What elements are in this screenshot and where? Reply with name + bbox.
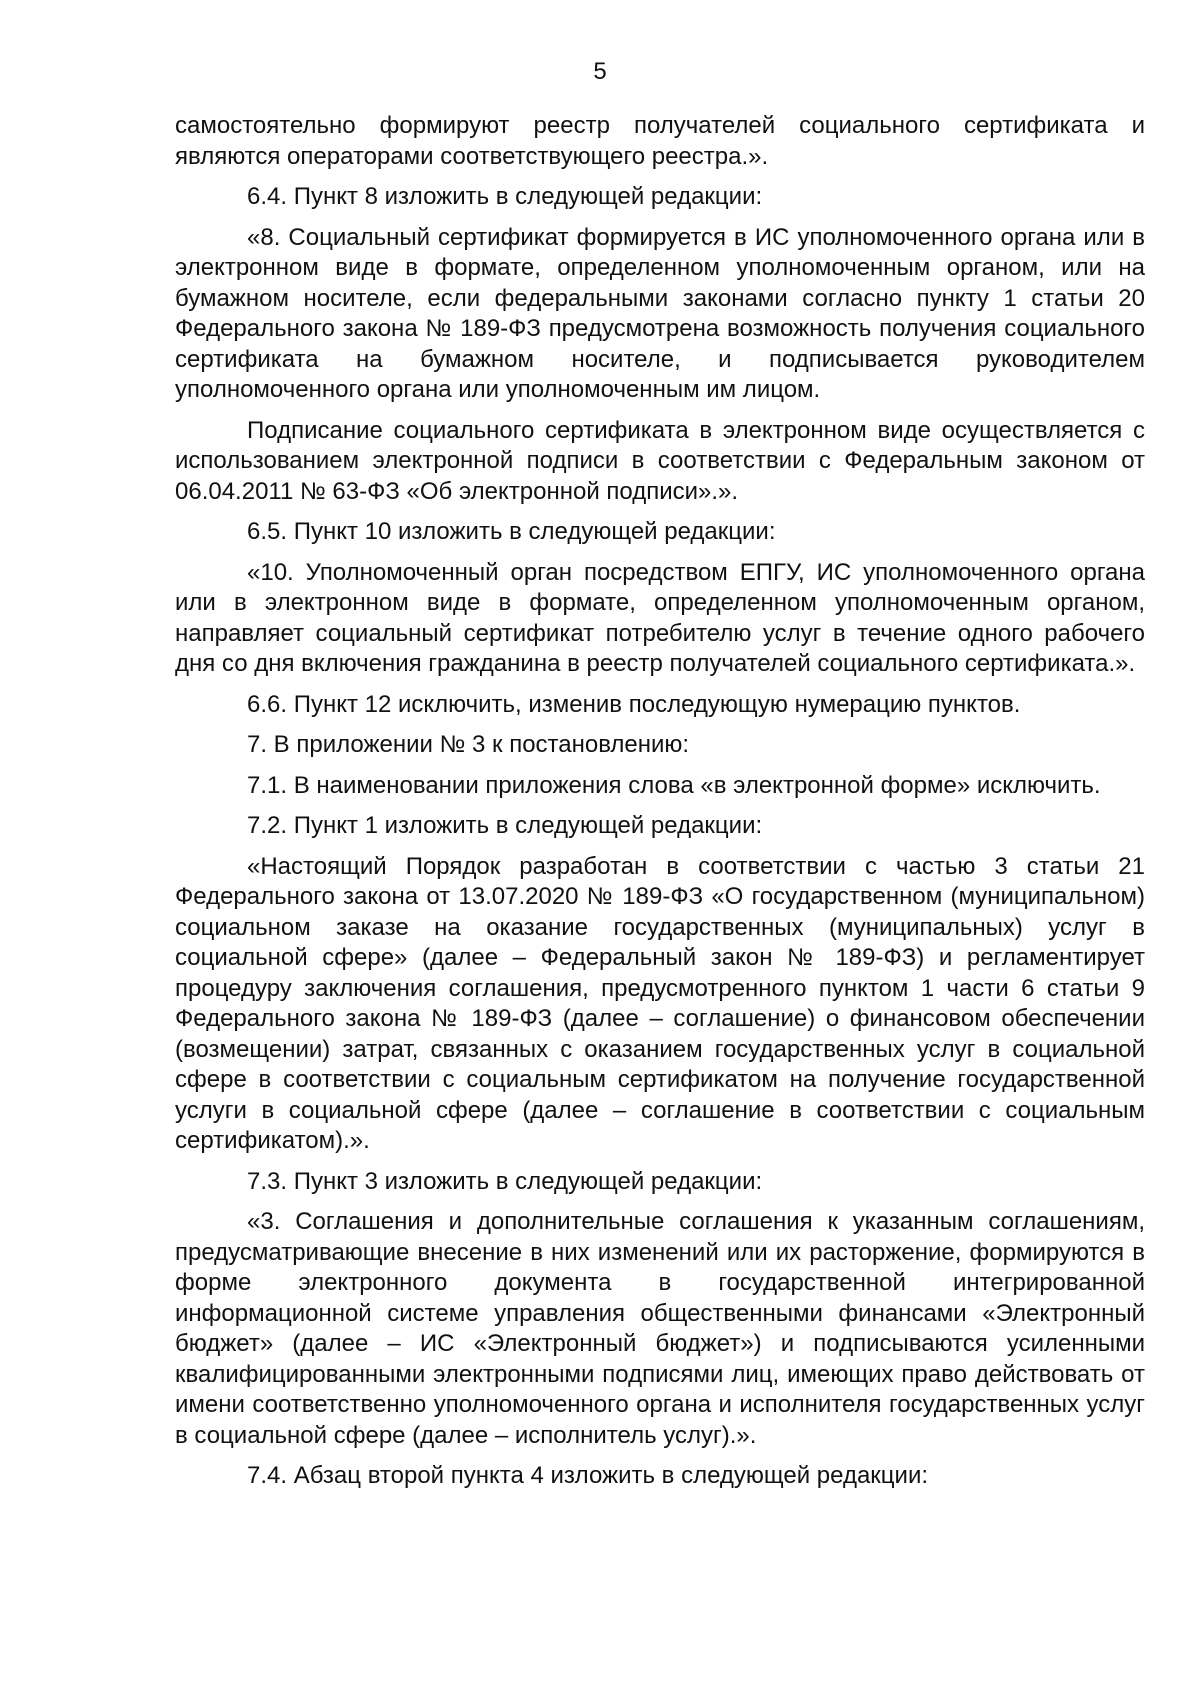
paragraph-8-text: «8. Социальный сертификат формируется в ИС уполномоченного органа или в электронном виде в формате, определенном уполномоченным органом, или на бумажном носителе, если федеральными законами согласно пункту 1 статьи 20 Федерального закона № 189-ФЗ предусмотрена возможность получения социального сертификата на бумажном носителе, и подписывается руководителем уполномоченного органа или уполномоченным им лицом. <box>175 223 1145 403</box>
paragraph-3-text: «3. Соглашения и дополнительные соглашения к указанным соглашениям, предусматривающие внесение в них изменений или их расторжение, формируются в форме электронного документа в государственной интегрированной информационной системе управления общественными финансами «Электронный бюджет» (далее – ИС «Электронный бюджет») и подписываются усиленными квалифицированными электронными подписями лиц, имеющих право действовать от имени соответственно уполномоченного органа и исполнителя государственных услуг в социальной сфере (далее – исполнитель услуг).». <box>175 1208 1145 1449</box>
paragraph-10-text: «10. Уполномоченный орган посредством ЕПГУ, ИС уполномоченного органа или в электронном виде в формате, определенном уполномоченным органом, направляет социальный сертификат потребителю услуг в течение одного рабочего дня со дня включения гражданина в реестр получателей социального сертификата.». <box>175 558 1145 677</box>
page-number: 5 <box>593 58 607 85</box>
paragraph-7-1: 7.1. В наименовании приложения слова «в электронной форме» исключить. <box>247 771 1101 799</box>
document-body <box>175 111 1145 1502</box>
paragraph-7-heading: 7. В приложении № 3 к постановлению: <box>247 731 690 758</box>
paragraph-7-4-heading: 7.4. Абзац второй пункта 4 изложить в следующей редакции: <box>247 1462 929 1489</box>
paragraph-6-4-heading: 6.4. Пункт 8 изложить в следующей редакции: <box>247 183 763 210</box>
paragraph-6-5-heading: 6.5. Пункт 10 изложить в следующей редакции: <box>247 518 776 545</box>
paragraph-7-2-heading: 7.2. Пункт 1 изложить в следующей редакции: <box>247 812 763 839</box>
paragraph-7-3-heading: 7.3. Пункт 3 изложить в следующей редакции: <box>247 1167 763 1195</box>
paragraph-signing-text: Подписание социального сертификата в электронном виде осуществляется с использованием электронной подписи в соответствии с Федеральным законом от 06.04.2011 № 63-ФЗ «Об электронной подписи».». <box>175 416 1145 505</box>
paragraph-order-text: «Настоящий Порядок разработан в соответствии с частью 3 статьи 21 Федерального закона от 13.07.2020 № 189-ФЗ «О государственном (муниципальном) социальном заказе на оказание государственных (муниципальных) услуг в социальной сфере» (далее – Федеральный закон № 189-ФЗ) и регламентирует процедуру заключения соглашения, предусмотренного пунктом 1 части 6 статьи 9 Федерального закона № 189-ФЗ (далее – соглашение) о финансовом обеспечении (возмещении) затрат, связанных с оказанием государственных услуг в социальной сфере в соответствии с социальным сертификатом на получение государственной услуги в социальной сфере (далее – соглашение в соответствии с социальным сертификатом).». <box>175 852 1145 1154</box>
paragraph-continuation: самостоятельно формируют реестр получателей социального сертификата и являются операторами соответствующего реестра.». <box>175 112 1145 170</box>
paragraph-6-6: 6.6. Пункт 12 исключить, изменив последующую нумерацию пунктов. <box>247 690 1021 718</box>
